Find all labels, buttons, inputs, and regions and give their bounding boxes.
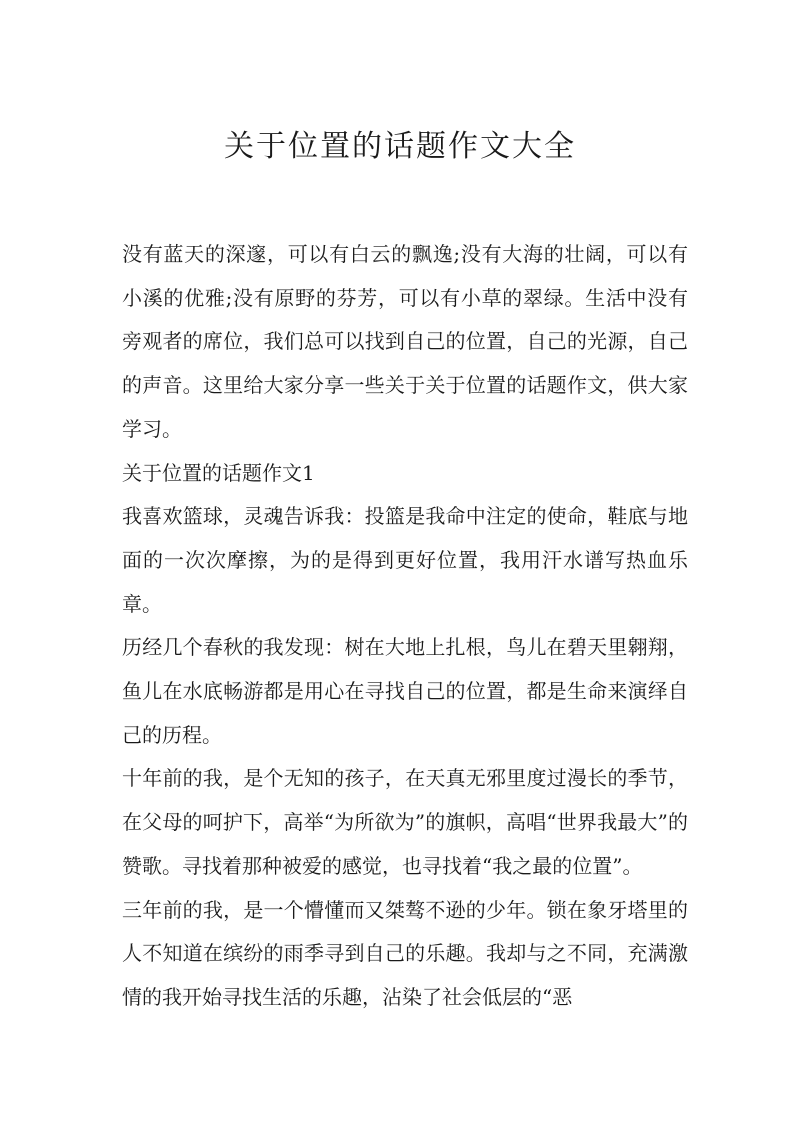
intro-paragraph: 没有蓝天的深邃，可以有白云的飘逸;没有大海的壮阔，可以有小溪的优雅;没有原野的芬芳，可以有小草的翠绿。生活中没有旁观者的席位，我们总可以找到自己的位置，自己的光源，自己的声音。这里给大家分享一些关于关于位置的话题作文，供大家学习。 [122, 242, 688, 441]
paragraph: 历经几个春秋的我发现：树在大地上扎根，鸟儿在碧天里翱翔，鱼儿在水底畅游都是用心在寻找自己的位置，都是生命来演绎自己的历程。 [122, 635, 688, 747]
document-body [122, 233, 688, 1020]
paragraph: 我喜欢篮球，灵魂告诉我：投篮是我命中注定的使命，鞋底与地面的一次次摩擦，为的是得到更好位置，我用汗水谱写热血乐章。 [122, 504, 688, 616]
document-title: 关于位置的话题作文大全 [224, 129, 576, 164]
section-heading: 关于位置的话题作文1 [122, 460, 315, 485]
paragraph: 十年前的我，是个无知的孩子，在天真无邪里度过漫长的季节，在父母的呵护下，高举“为所欲为”的旗帜，高唱“世界我最大”的赞歌。寻找着那种被爱的感觉，也寻找着“我之最的位置”。 [122, 766, 688, 878]
paragraph: 三年前的我，是一个懵懂而又桀骜不逊的少年。锁在象牙塔里的人不知道在缤纷的雨季寻到自己的乐趣。我却与之不同，充满激情的我开始寻找生活的乐趣，沾染了社会低层的“恶 [122, 897, 688, 1009]
